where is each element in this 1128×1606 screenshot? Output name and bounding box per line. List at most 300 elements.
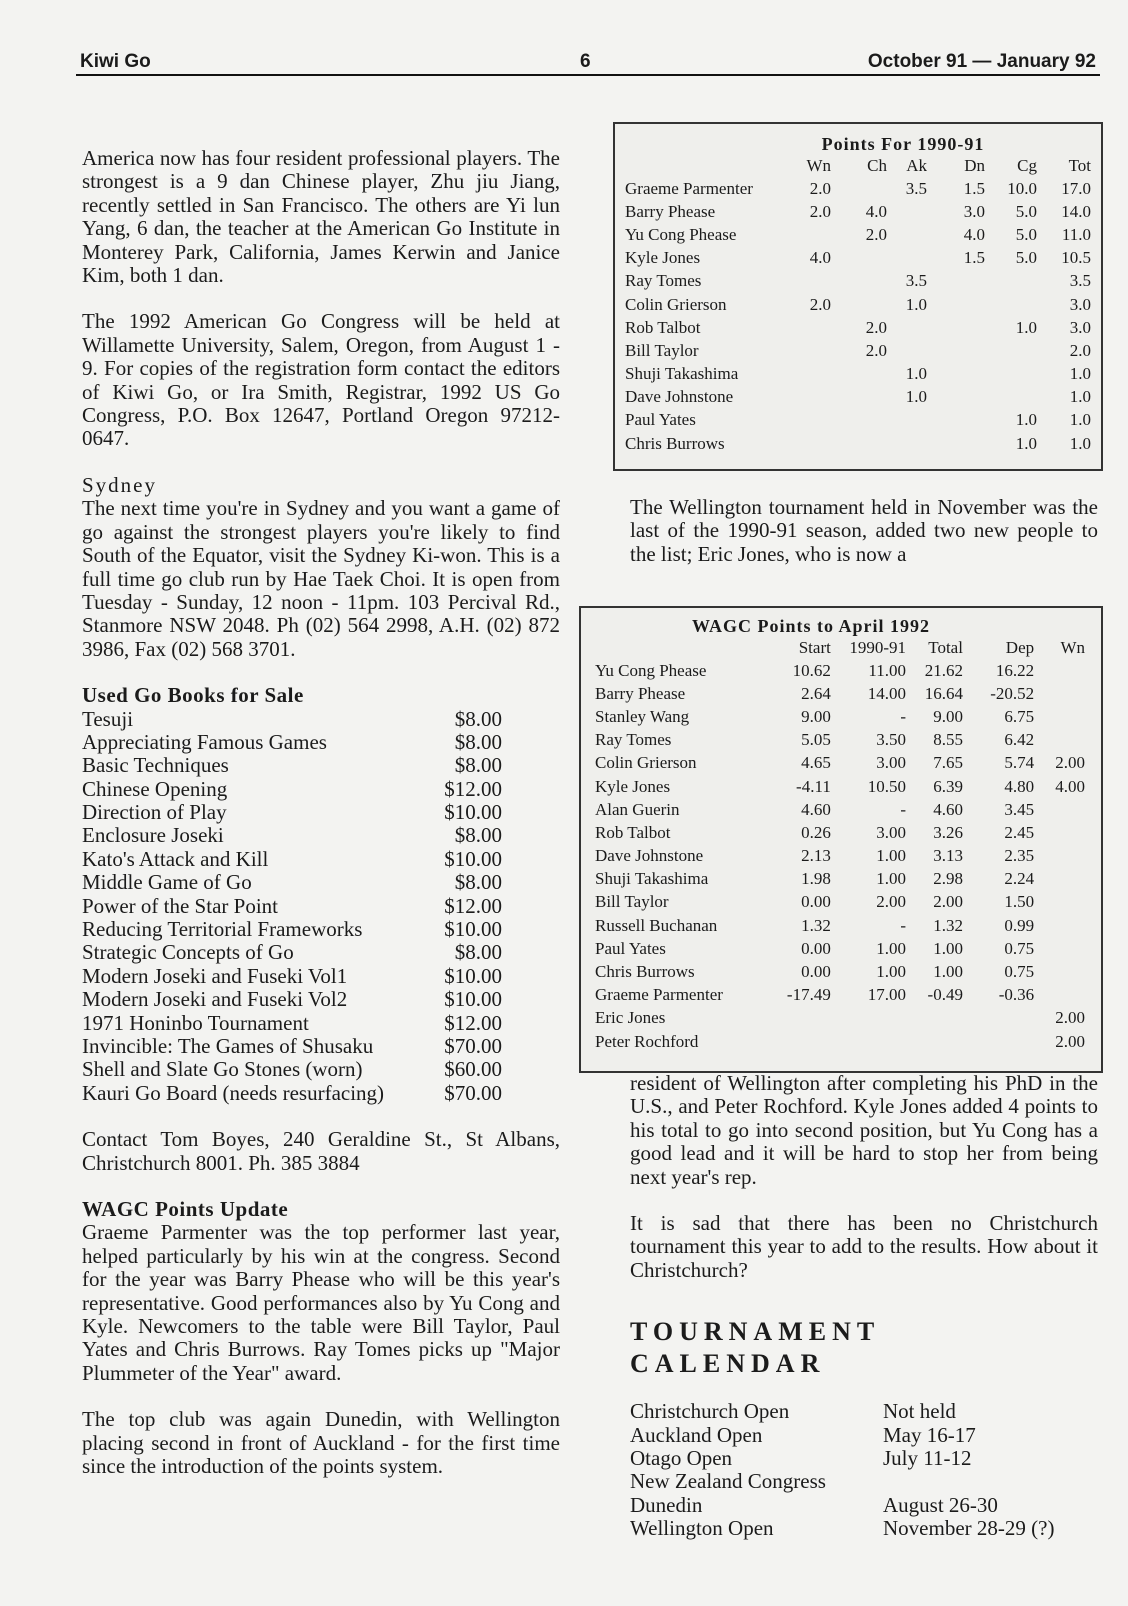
points-cell [791, 270, 831, 293]
book-price: $10.00 [444, 800, 502, 825]
points-cell [791, 223, 831, 246]
points-cell [831, 270, 887, 293]
points-cell: 6.42 [1004, 730, 1035, 750]
event-date: July 11-12 [883, 1446, 972, 1471]
player-name: Paul Yates [625, 410, 696, 430]
points-cell: 3.26 [933, 822, 963, 842]
points-cell [1034, 705, 1085, 728]
points-cell [831, 247, 887, 270]
points-1990-91-table-box [613, 122, 1103, 471]
points-cell: 5.0 [1015, 201, 1037, 221]
points-cell [927, 409, 985, 432]
column-header [595, 637, 774, 659]
book-price: $12.00 [444, 893, 502, 918]
calendar-title-line2: CALENDAR [630, 1349, 826, 1379]
points-cell [985, 270, 1037, 293]
points-cell: 1.50 [1004, 892, 1035, 912]
points-cell [1034, 960, 1085, 983]
points-cell [791, 432, 831, 455]
table-row [595, 845, 1085, 868]
book-title: Chinese Opening [82, 776, 228, 801]
points-cell: 3.0 [1069, 294, 1091, 314]
book-price: $70.00 [444, 1034, 502, 1058]
points-cell [887, 223, 927, 246]
table-row [625, 293, 1091, 316]
points-cell [985, 386, 1037, 409]
book-title: Modern Joseki and Fuseki Vol2 [82, 987, 348, 1012]
player-name: Bill Taylor [595, 892, 669, 912]
points-cell: -4.11 [796, 776, 831, 796]
calendar-event [630, 1400, 1098, 1423]
book-item [82, 731, 502, 754]
table-row [595, 798, 1085, 821]
points-cell: 1.0 [1069, 387, 1091, 407]
table-row [625, 386, 1091, 409]
book-price: $10.00 [444, 963, 502, 988]
calendar-event [630, 1447, 1098, 1470]
points-cell: 1.00 [933, 938, 963, 958]
table-row [595, 1030, 1085, 1053]
player-name: Ray Tomes [625, 271, 702, 291]
points-cell [927, 386, 985, 409]
book-price: $10.00 [444, 846, 502, 871]
table-row [625, 432, 1091, 455]
player-name: Graeme Parmenter [595, 985, 723, 1005]
points-cell [1034, 798, 1085, 821]
points-cell: 9.00 [801, 706, 831, 726]
book-title: Middle Game of Go [82, 870, 252, 895]
player-name: Barry Phease [595, 683, 686, 703]
points-cell: 1.32 [933, 915, 963, 935]
points-cell: 2.00 [933, 892, 963, 912]
left-column [82, 147, 560, 1478]
points-cell: 0.00 [801, 892, 831, 912]
points-cell: 3.00 [876, 822, 907, 842]
points-cell: 4.65 [801, 753, 831, 773]
sydney-paragraph: The next time you're in Sydney and you want a game of go against the strongest players you're likely to find South of the Equator, visit the Sydney Ki-won. This is a full time go club run by Hae Taek Choi. It is open from Tuesday - Sunday, 12 noon - 11pm. 103 Percival Rd., Stanmore NSW 2048. Ph (02) 564 2998, A.H. (02) 872 3986, Fax (02) 568 3701. [82, 496, 560, 661]
player-name: Alan Guerin [595, 799, 680, 819]
points-cell: 2.0 [809, 178, 831, 198]
points-cell [774, 1030, 831, 1053]
issue-date: October 91 — January 92 [867, 51, 1096, 72]
table-row [595, 984, 1085, 1007]
book-title: Kato's Attack and Kill [82, 846, 269, 871]
book-item [82, 708, 502, 731]
points-cell: - [900, 915, 907, 935]
christchurch-paragraph: It is sad that there has been no Christchurch tournament this year to add to the results. How about it Christchurch? [630, 1211, 1098, 1282]
points-cell: 10.5 [1061, 248, 1091, 268]
player-name: Colin Grierson [595, 753, 697, 773]
calendar-title-line1: TOURNAMENT [630, 1317, 881, 1347]
points-cell: 3.5 [905, 178, 927, 198]
points-cell: 21.62 [924, 660, 963, 680]
player-name: Rob Talbot [595, 822, 671, 842]
column-header: 1990-91 [849, 638, 907, 657]
column-header: Dn [964, 156, 985, 175]
points-cell [831, 177, 887, 200]
table-row [595, 729, 1085, 752]
book-item [82, 1082, 502, 1105]
book-title: Appreciating Famous Games [82, 729, 327, 754]
book-item [82, 1012, 502, 1035]
points-cell: 3.0 [1069, 317, 1091, 337]
column-header: Ak [906, 156, 927, 175]
book-title: Enclosure Joseki [82, 823, 224, 848]
column-header: Start [798, 638, 831, 657]
event-date: August 26-30 [883, 1492, 998, 1517]
points-cell: 3.0 [963, 201, 985, 221]
event-name: Wellington Open [630, 1516, 774, 1541]
column-header: Total [928, 638, 963, 657]
club-paragraph: The top club was again Dunedin, with Wellington placing second in front of Auckland - for the first time since the introduction of the points system. [82, 1407, 560, 1479]
points-cell: -20.52 [990, 683, 1035, 703]
player-name: Colin Grierson [625, 294, 727, 314]
book-price: $8.00 [454, 870, 502, 895]
page-header [76, 50, 1100, 76]
player-name: Chris Burrows [625, 433, 725, 453]
points-cell [985, 293, 1037, 316]
player-name: Barry Phease [625, 201, 716, 221]
book-item [82, 778, 502, 801]
points-cell: 8.55 [933, 730, 963, 750]
wellington-paragraph-top [630, 496, 1098, 566]
points-cell [1034, 821, 1085, 844]
points-cell [1034, 891, 1085, 914]
points-cell [927, 339, 985, 362]
player-name: Shuji Takashima [595, 869, 709, 889]
book-item [82, 1035, 502, 1058]
points-cell: 14.0 [1061, 201, 1091, 221]
points-cell: 4.00 [1055, 776, 1085, 796]
event-date: May 16-17 [883, 1422, 976, 1447]
points-cell [831, 293, 887, 316]
points-cell [927, 293, 985, 316]
points-cell: 4.60 [801, 799, 831, 819]
points-cell [791, 339, 831, 362]
book-title: Strategic Concepts of Go [82, 940, 294, 965]
points-cell: 1.0 [1015, 433, 1037, 453]
wellington-paragraph: The Wellington tournament held in November was the last of the 1990-91 season, added two new people to the list; Eric Jones, who is now a [630, 495, 1098, 566]
event-date: Not held [883, 1399, 956, 1424]
points-cell [963, 1007, 1034, 1030]
table-row [595, 752, 1085, 775]
table-row [595, 1007, 1085, 1030]
points-cell: 14.00 [867, 683, 907, 703]
points-cell [985, 363, 1037, 386]
points-cell [1034, 682, 1085, 705]
points-cell [927, 363, 985, 386]
player-name: Bill Taylor [625, 340, 699, 360]
points-cell: 4.60 [933, 799, 963, 819]
points-cell: 2.64 [801, 683, 831, 703]
points-cell: 2.0 [865, 340, 887, 360]
player-name: Kyle Jones [625, 248, 701, 268]
points-cell: 0.99 [1004, 915, 1035, 935]
points-cell: - [900, 799, 907, 819]
book-item [82, 895, 502, 918]
player-name: Stanley Wang [595, 706, 690, 726]
points-cell [1034, 659, 1085, 682]
points-1990-91-table [625, 155, 1091, 455]
points-cell: 2.13 [801, 846, 831, 866]
table-header-row [625, 155, 1091, 177]
points-cell: 10.62 [792, 660, 831, 680]
player-name: Graeme Parmenter [625, 178, 753, 198]
books-list [82, 708, 502, 1106]
table-row [595, 659, 1085, 682]
points-cell [887, 432, 927, 455]
points-cell: 1.5 [963, 248, 985, 268]
column-header [625, 155, 791, 177]
points-cell: 0.75 [1004, 962, 1035, 982]
calendar-event [630, 1494, 1098, 1517]
wagc-points-table [595, 637, 1085, 1053]
table-row [595, 937, 1085, 960]
book-title: Modern Joseki and Fuseki Vol1 [82, 963, 348, 988]
column-header: Ch [867, 156, 887, 175]
table-row [625, 270, 1091, 293]
points-cell: 1.5 [963, 178, 985, 198]
points-cell: 2.0 [809, 201, 831, 221]
points-cell: 2.45 [1004, 822, 1035, 842]
points-cell: 11.0 [1061, 224, 1091, 244]
table-row [625, 363, 1091, 386]
points-cell: 9.00 [933, 706, 963, 726]
book-item [82, 918, 502, 941]
points-cell [1034, 868, 1085, 891]
points-cell: 10.50 [867, 776, 907, 796]
event-name: Otago Open [630, 1446, 733, 1471]
book-title: Kauri Go Board (needs resurfacing) [82, 1080, 385, 1105]
player-name: Yu Cong Phease [595, 660, 707, 680]
book-item [82, 754, 502, 777]
points-cell: 0.00 [801, 962, 831, 982]
points-cell [774, 1007, 831, 1030]
books-heading: Used Go Books for Sale [82, 683, 304, 708]
points-cell: 4.80 [1004, 776, 1035, 796]
points-cell [1034, 937, 1085, 960]
tournament-calendar [630, 1400, 1098, 1540]
points-cell: 4.0 [865, 201, 887, 221]
points-cell: 7.65 [933, 753, 963, 773]
points-cell: 1.0 [905, 387, 927, 407]
points-cell: 0.00 [801, 938, 831, 958]
player-name: Shuji Takashima [625, 364, 739, 384]
page-number: 6 [580, 51, 591, 72]
points-cell: 2.00 [876, 892, 907, 912]
points-cell: 5.05 [801, 730, 831, 750]
points-cell: 2.0 [1069, 340, 1091, 360]
table-row [595, 705, 1085, 728]
points-cell [887, 409, 927, 432]
book-price: $70.00 [444, 1080, 502, 1105]
points-cell: 5.0 [1015, 224, 1037, 244]
points-cell [1034, 845, 1085, 868]
points-cell: 5.0 [1015, 248, 1037, 268]
table-row [595, 682, 1085, 705]
points-cell [791, 409, 831, 432]
sydney-heading: Sydney [82, 472, 157, 497]
points-cell: -0.49 [927, 985, 963, 1005]
table2-title: WAGC Points to April 1992 [691, 616, 930, 636]
points-cell: 2.0 [809, 294, 831, 314]
wagc-points-table-box [579, 606, 1103, 1073]
points-cell: 2.0 [865, 317, 887, 337]
book-price: $60.00 [444, 1057, 502, 1082]
player-name: Ray Tomes [595, 730, 672, 750]
book-title: 1971 Honinbo Tournament [82, 1010, 309, 1035]
book-item [82, 965, 502, 988]
points-cell [831, 432, 887, 455]
table-row [625, 177, 1091, 200]
points-cell: 3.5 [905, 271, 927, 291]
player-name: Chris Burrows [595, 962, 695, 982]
book-title: Power of the Star Point [82, 893, 278, 918]
points-cell: 2.00 [1055, 1031, 1085, 1051]
event-date: November 28-29 (?) [883, 1516, 1055, 1541]
points-cell [791, 316, 831, 339]
table-header-row [595, 637, 1085, 659]
points-cell: 1.00 [876, 962, 907, 982]
table-row [595, 775, 1085, 798]
event-name: New Zealand Congress [630, 1469, 826, 1494]
points-cell: 2.00 [1055, 753, 1085, 773]
points-cell: 1.00 [876, 938, 907, 958]
pro-players-paragraph: America now has four resident professional players. The strongest is a 9 dan Chinese player, Zhu jiu Jiang, recently settled in San Francisco. The others are Yi lun Yang, 6 dan, the teacher at the American Go Institute in Monterey Park, California, James Kerwin and Janice Kim, both 1 dan. [82, 146, 560, 288]
points-cell: - [900, 706, 907, 726]
points-cell: 2.35 [1004, 846, 1035, 866]
points-cell: 17.0 [1061, 178, 1091, 198]
points-cell: 1.00 [933, 962, 963, 982]
book-item [82, 988, 502, 1011]
points-cell [831, 1007, 906, 1030]
player-name: Dave Johnstone [595, 846, 704, 866]
points-cell: 11.00 [868, 660, 907, 680]
points-cell [887, 316, 927, 339]
player-name: Russell Buchanan [595, 915, 718, 935]
points-cell [791, 386, 831, 409]
player-name: Yu Cong Phease [625, 224, 737, 244]
wagc-heading: WAGC Points Update [82, 1196, 289, 1221]
event-name: Dunedin [630, 1492, 703, 1517]
points-cell: 2.24 [1004, 869, 1035, 889]
book-price: $8.00 [454, 823, 502, 848]
points-cell [831, 363, 887, 386]
points-cell: 3.45 [1004, 799, 1035, 819]
points-cell: 5.74 [1004, 753, 1035, 773]
congress-paragraph: The 1992 American Go Congress will be held at Willamette University, Salem, Oregon, from August 1 - 9. For copies of the registration form contact the editors of Kiwi Go, or Ira Smith, Registrar, 1992 US Go Congress, P.O. Box 12647, Portland Oregon 97212-0647. [82, 309, 560, 451]
right-column-lower [630, 1072, 1098, 1541]
points-cell [927, 316, 985, 339]
calendar-event [630, 1470, 1098, 1493]
book-item [82, 801, 502, 824]
points-cell: 2.0 [865, 224, 887, 244]
book-price: $10.00 [444, 917, 502, 942]
book-price: $8.00 [454, 753, 502, 778]
points-cell [906, 1007, 963, 1030]
points-cell [985, 339, 1037, 362]
book-title: Basic Techniques [82, 753, 229, 778]
points-cell: 3.13 [933, 846, 963, 866]
table-row [595, 891, 1085, 914]
book-price: $8.00 [454, 729, 502, 754]
book-title: Invincible: The Games of Shusaku [82, 1034, 374, 1058]
points-cell [927, 432, 985, 455]
points-cell: 6.75 [1004, 706, 1035, 726]
points-cell [831, 1030, 906, 1053]
points-cell: 10.0 [1007, 178, 1037, 198]
book-item [82, 848, 502, 871]
column-header: Dep [1005, 638, 1035, 657]
points-cell: 6.39 [933, 776, 963, 796]
table-row [595, 821, 1085, 844]
points-cell: 4.0 [963, 224, 985, 244]
points-cell: 1.0 [905, 364, 927, 384]
points-cell: 2.00 [1055, 1008, 1085, 1028]
contact-paragraph: Contact Tom Boyes, 240 Geraldine St., St Albans, Christchurch 8001. Ph. 385 3884 [82, 1127, 560, 1175]
table-row [595, 960, 1085, 983]
player-name: Rob Talbot [625, 317, 701, 337]
points-cell: 2.98 [933, 869, 963, 889]
points-cell: 1.00 [876, 869, 907, 889]
points-cell [887, 339, 927, 362]
points-cell [791, 363, 831, 386]
points-cell: 16.22 [995, 660, 1035, 680]
event-name: Christchurch Open [630, 1399, 790, 1424]
book-title: Shell and Slate Go Stones (worn) [82, 1057, 363, 1082]
points-cell: -17.49 [786, 985, 831, 1005]
points-cell: 0.75 [1004, 938, 1035, 958]
points-cell: 3.50 [876, 730, 907, 750]
book-title: Tesuji [82, 706, 134, 731]
points-cell: 1.0 [1069, 433, 1091, 453]
points-cell: 16.64 [924, 683, 963, 703]
points-cell: 1.0 [1069, 364, 1091, 384]
book-price: $10.00 [444, 987, 502, 1012]
table-row [595, 868, 1085, 891]
table-row [625, 409, 1091, 432]
points-cell: 1.98 [801, 869, 831, 889]
points-cell [887, 200, 927, 223]
table1-title: Points For 1990-91 [821, 134, 985, 154]
points-cell [1034, 729, 1085, 752]
table-row [625, 223, 1091, 246]
points-cell [1034, 984, 1085, 1007]
points-cell [1034, 914, 1085, 937]
points-cell: 1.0 [905, 294, 927, 314]
book-price: $12.00 [444, 1010, 502, 1035]
points-cell [906, 1030, 963, 1053]
book-price: $8.00 [454, 706, 502, 731]
table-row [595, 914, 1085, 937]
player-name: Paul Yates [595, 938, 666, 958]
event-name: Auckland Open [630, 1422, 763, 1447]
points-cell [927, 270, 985, 293]
book-item [82, 871, 502, 894]
points-cell [963, 1030, 1034, 1053]
points-cell: 1.00 [876, 846, 907, 866]
points-cell: 1.32 [801, 915, 831, 935]
rochford-paragraph: resident of Wellington after completing his PhD in the U.S., and Peter Rochford. Kyle Jones added 4 points to his total to go into second position, but Yu Cong has a good lead and it will be hard to stop her from being next year's rep. [630, 1071, 1098, 1189]
points-cell: 0.26 [801, 822, 831, 842]
book-title: Direction of Play [82, 800, 227, 825]
column-header: Wn [806, 156, 831, 175]
points-cell: 3.00 [876, 753, 907, 773]
column-header: Wn [1060, 638, 1085, 657]
points-cell: 1.0 [1015, 317, 1037, 337]
column-header: Cg [1017, 156, 1037, 175]
points-cell: 17.00 [867, 985, 907, 1005]
